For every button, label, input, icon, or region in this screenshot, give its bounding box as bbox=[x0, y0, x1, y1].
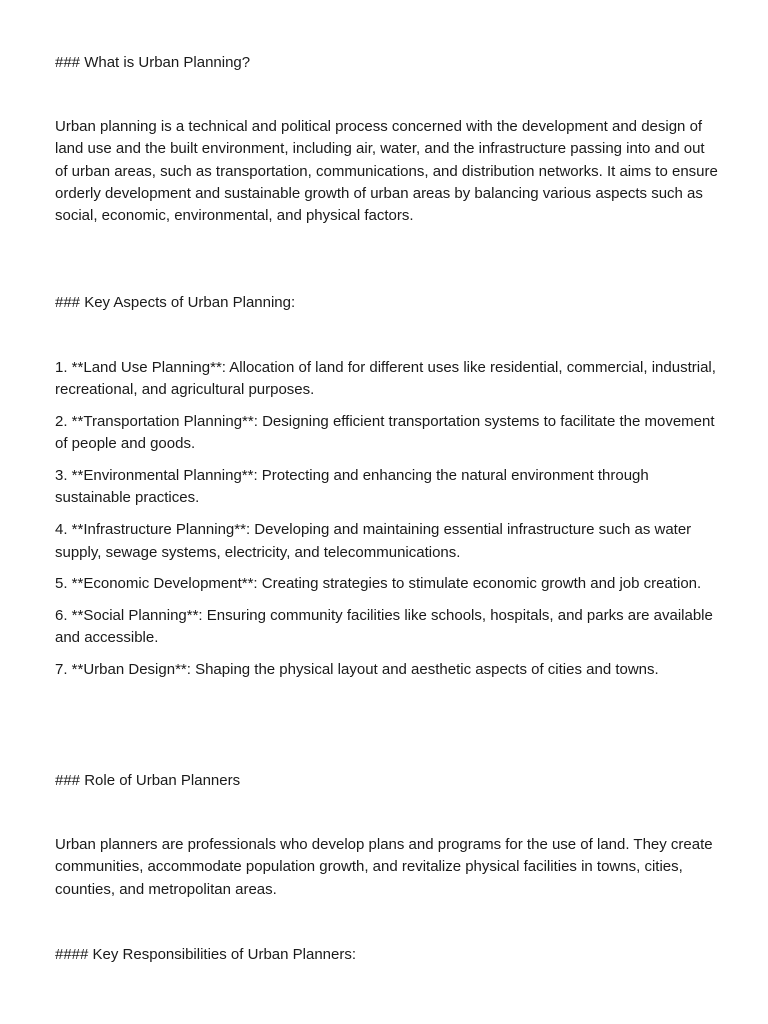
list-item-social: 6. **Social Planning**: Ensuring community facilities like schools, hospitals, and parks are available and accessible. bbox=[55, 607, 713, 647]
heading-role-of-urban-planners: ### Role of Urban Planners bbox=[55, 772, 241, 789]
heading-key-responsibilities: #### Key Responsibilities of Urban Planners: bbox=[55, 946, 357, 963]
list-item-transportation: 2. **Transportation Planning**: Designing efficient transportation systems to facilitate the movement of people and goods. bbox=[55, 413, 715, 453]
list-item-environmental: 3. **Environmental Planning**: Protecting and enhancing the natural environment through sustainable practices. bbox=[55, 467, 649, 507]
list-item-land-use: 1. **Land Use Planning**: Allocation of land for different uses like residential, commercial, industrial, recreational, and agricultural purposes. bbox=[55, 359, 716, 399]
role-paragraph: Urban planners are professionals who develop plans and programs for the use of land. They create communities, accommodate population growth, and revitalize physical facilities in towns, cities, counties, and metropolitan areas. bbox=[55, 836, 713, 898]
intro-paragraph: Urban planning is a technical and political process concerned with the development and design of land use and the built environment, including air, water, and the infrastructure passing into and out of urban areas, such as transportation, communications, and distribution networks. It aims to ensure orderly development and sustainable growth of urban areas by balancing various aspects such as social, economic, environmental, and physical factors. bbox=[55, 118, 718, 225]
list-item-economic: 5. **Economic Development**: Creating strategies to stimulate economic growth and job creation. bbox=[55, 575, 702, 593]
list-item-urban-design: 7. **Urban Design**: Shaping the physical layout and aesthetic aspects of cities and towns. bbox=[55, 661, 659, 679]
heading-what-is-urban-planning: ### What is Urban Planning? bbox=[55, 54, 251, 71]
key-aspects-list bbox=[55, 357, 720, 691]
list-item-infrastructure: 4. **Infrastructure Planning**: Developing and maintaining essential infrastructure such as water supply, sewage systems, electricity, and telecommunications. bbox=[55, 521, 692, 561]
heading-key-aspects: ### Key Aspects of Urban Planning: bbox=[55, 294, 296, 311]
